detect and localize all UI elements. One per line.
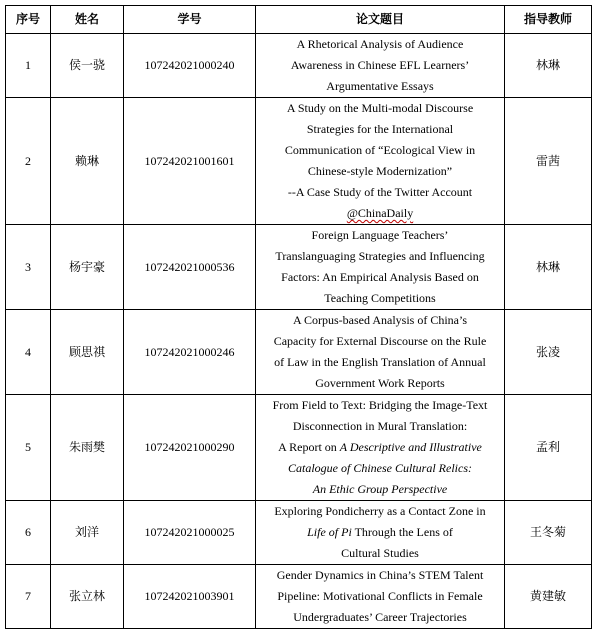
row-index: 4 xyxy=(6,310,51,395)
header-student-id: 学号 xyxy=(124,6,256,34)
student-name: 顾思祺 xyxy=(51,310,124,395)
title-line: Argumentative Essays xyxy=(326,79,434,93)
title-line xyxy=(262,437,498,458)
title-line: Capacity for External Discourse on the Rule xyxy=(273,334,487,348)
student-name: 侯一骁 xyxy=(51,34,124,98)
title-line: Exploring Pondicherry as a Contact Zone in xyxy=(274,504,486,518)
title-line: Chinese-style Modernization” xyxy=(307,164,453,178)
row-index: 2 xyxy=(6,98,51,225)
student-name: 赖琳 xyxy=(51,98,124,225)
title-line: A Study on the Multi-modal Discourse xyxy=(286,101,474,115)
thesis-table-container xyxy=(5,5,592,629)
advisor-name: 黄建敏 xyxy=(505,565,592,629)
student-name: 杨宇豪 xyxy=(51,225,124,310)
header-index: 序号 xyxy=(6,6,51,34)
student-id: 107242021003901 xyxy=(124,565,256,629)
student-id: 107242021000536 xyxy=(124,225,256,310)
table-row xyxy=(6,395,592,501)
student-id: 107242021001601 xyxy=(124,98,256,225)
row-index: 7 xyxy=(6,565,51,629)
header-name: 姓名 xyxy=(51,6,124,34)
student-name: 刘洋 xyxy=(51,501,124,565)
thesis-title xyxy=(256,501,505,565)
row-index: 6 xyxy=(6,501,51,565)
row-index: 1 xyxy=(6,34,51,98)
advisor-name: 孟利 xyxy=(505,395,592,501)
title-line: Strategies for the International xyxy=(306,122,454,136)
title-line: Disconnection in Mural Translation: xyxy=(292,419,468,433)
advisor-name: 雷茜 xyxy=(505,98,592,225)
title-line: Translanguaging Strategies and Influencing xyxy=(275,249,485,263)
title-line: @ChinaDaily xyxy=(346,206,414,220)
header-row xyxy=(6,6,592,34)
title-line: Cultural Studies xyxy=(341,546,419,560)
title-line: A Rhetorical Analysis of Audience xyxy=(296,37,464,51)
book-title-italic: A Descriptive and Illustrative xyxy=(339,440,482,454)
title-line: Gender Dynamics in China’s STEM Talent xyxy=(276,568,484,582)
advisor-name: 林琳 xyxy=(505,34,592,98)
header-advisor: 指导教师 xyxy=(505,6,592,34)
student-name: 朱雨樊 xyxy=(51,395,124,501)
header-thesis-title: 论文题目 xyxy=(256,6,505,34)
thesis-title xyxy=(256,395,505,501)
title-line: A Corpus-based Analysis of China’s xyxy=(293,313,467,327)
row-index: 5 xyxy=(6,395,51,501)
thesis-title xyxy=(256,98,505,225)
advisor-name: 林琳 xyxy=(505,225,592,310)
title-line: Undergraduates’ Career Trajectories xyxy=(293,610,467,624)
title-line: From Field to Text: Bridging the Image-Text xyxy=(272,398,488,412)
student-id: 107242021000025 xyxy=(124,501,256,565)
table-row xyxy=(6,310,592,395)
thesis-title xyxy=(256,34,505,98)
title-line: of Law in the English Translation of Annual xyxy=(274,355,486,369)
student-id: 107242021000240 xyxy=(124,34,256,98)
table-row xyxy=(6,225,592,310)
row-index: 3 xyxy=(6,225,51,310)
advisor-name: 张凌 xyxy=(505,310,592,395)
table-row xyxy=(6,501,592,565)
book-title-italic: Catalogue of Chinese Cultural Relics: xyxy=(288,461,472,475)
title-text: Through the Lens of xyxy=(351,525,453,539)
student-id: 107242021000246 xyxy=(124,310,256,395)
thesis-table xyxy=(5,5,592,629)
student-name: 张立林 xyxy=(51,565,124,629)
thesis-title xyxy=(256,225,505,310)
title-text: A Report on xyxy=(278,440,340,454)
thesis-title xyxy=(256,565,505,629)
table-row xyxy=(6,98,592,225)
title-line: --A Case Study of the Twitter Account xyxy=(287,185,473,199)
table-row xyxy=(6,565,592,629)
title-line: Awareness in Chinese EFL Learners’ xyxy=(290,58,470,72)
title-line xyxy=(262,522,498,543)
title-line: Communication of “Ecological View in xyxy=(284,143,476,157)
title-line: Teaching Competitions xyxy=(324,291,436,305)
table-row xyxy=(6,34,592,98)
title-line: Government Work Reports xyxy=(315,376,445,390)
book-title-italic: An Ethic Group Perspective xyxy=(312,482,448,496)
title-line: Pipeline: Motivational Conflicts in Female xyxy=(277,589,483,603)
thesis-title xyxy=(256,310,505,395)
book-title-italic: Life of Pi xyxy=(307,525,352,539)
title-line: Foreign Language Teachers’ xyxy=(311,228,449,242)
student-id: 107242021000290 xyxy=(124,395,256,501)
title-line: Factors: An Empirical Analysis Based on xyxy=(281,270,479,284)
advisor-name: 王冬菊 xyxy=(505,501,592,565)
